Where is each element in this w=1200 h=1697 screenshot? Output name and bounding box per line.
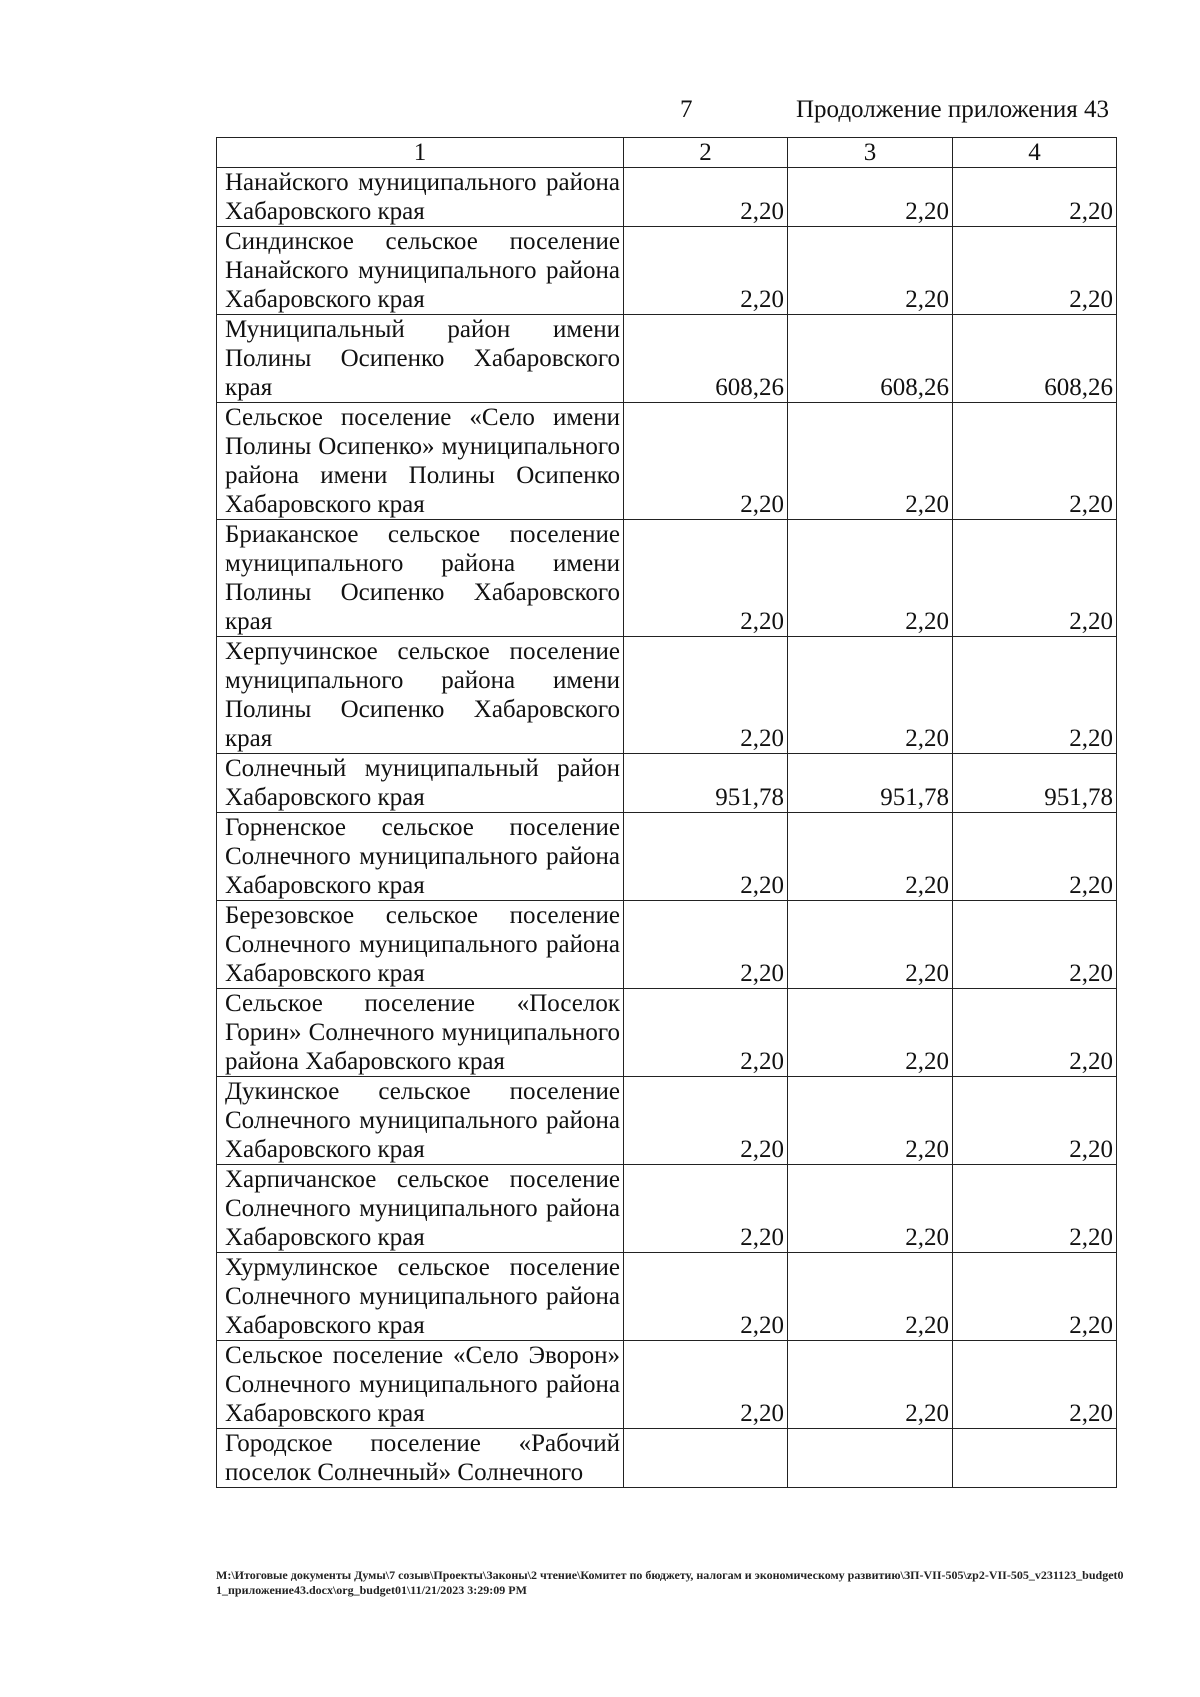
table-row: [217, 520, 1117, 637]
value-col3-cell: 2,20: [788, 813, 953, 901]
column-header-1: 1: [217, 138, 624, 168]
value-col4-cell: 2,20: [953, 901, 1117, 989]
value-col4-cell: 2,20: [953, 1253, 1117, 1341]
value-col2-cell: 2,20: [624, 168, 788, 227]
table-row: [217, 315, 1117, 403]
value-col2-cell: 2,20: [624, 1165, 788, 1253]
value-col2-cell: 2,20: [624, 989, 788, 1077]
value-col3-cell: 2,20: [788, 1253, 953, 1341]
municipality-name-cell: Хурмулинское сельское поселение Солнечного муниципального района Хабаровского края: [217, 1253, 624, 1341]
value-col4-cell: 2,20: [953, 403, 1117, 520]
table-row: [217, 1253, 1117, 1341]
value-col2-cell: [624, 1429, 788, 1488]
value-col2-cell: 608,26: [624, 315, 788, 403]
value-col3-cell: 2,20: [788, 901, 953, 989]
table-row: [217, 168, 1117, 227]
municipality-name-cell: Херпучинское сельское поселение муниципального района имени Полины Осипенко Хабаровского края: [217, 637, 624, 754]
table-row: [217, 1165, 1117, 1253]
value-col2-cell: 2,20: [624, 637, 788, 754]
value-col3-cell: 2,20: [788, 1165, 953, 1253]
value-col2-cell: 2,20: [624, 520, 788, 637]
municipality-name-cell: Дукинское сельское поселение Солнечного муниципального района Хабаровского края: [217, 1077, 624, 1165]
value-col4-cell: 2,20: [953, 637, 1117, 754]
value-col3-cell: 2,20: [788, 403, 953, 520]
column-header-4: 4: [953, 138, 1117, 168]
municipality-name-cell: Городское поселение «Рабочий поселок Солнечный» Солнечного: [217, 1429, 624, 1488]
municipality-name-cell: Сельское поселение «Село Эворон» Солнечного муниципального района Хабаровского края: [217, 1341, 624, 1429]
municipality-name-cell: Горненское сельское поселение Солнечного муниципального района Хабаровского края: [217, 813, 624, 901]
value-col3-cell: 2,20: [788, 227, 953, 315]
table-row: [217, 1077, 1117, 1165]
value-col2-cell: 2,20: [624, 901, 788, 989]
column-header-2: 2: [624, 138, 788, 168]
table-body: [217, 168, 1117, 1488]
value-col3-cell: 2,20: [788, 168, 953, 227]
continuation-heading: Продолжение приложения 43: [796, 96, 1110, 123]
table-row: [217, 813, 1117, 901]
value-col3-cell: 2,20: [788, 1077, 953, 1165]
table-row: [217, 403, 1117, 520]
table-row: [217, 227, 1117, 315]
municipality-name-cell: Сельское поселение «Село имени Полины Осипенко» муниципального района имени Полины Осипенко Хабаровского края: [217, 403, 624, 520]
value-col4-cell: 2,20: [953, 227, 1117, 315]
table-row: [217, 754, 1117, 813]
municipality-name-cell: Синдинское сельское поселение Нанайского муниципального района Хабаровского края: [217, 227, 624, 315]
value-col4-cell: [953, 1429, 1117, 1488]
value-col2-cell: 2,20: [624, 403, 788, 520]
value-col3-cell: 2,20: [788, 637, 953, 754]
value-col3-cell: 2,20: [788, 520, 953, 637]
municipality-name-cell: Бриаканское сельское поселение муниципального района имени Полины Осипенко Хабаровского края: [217, 520, 624, 637]
municipality-name-cell: Солнечный муниципальный район Хабаровского края: [217, 754, 624, 813]
value-col2-cell: 2,20: [624, 1341, 788, 1429]
value-col2-cell: 2,20: [624, 1077, 788, 1165]
value-col4-cell: 2,20: [953, 1341, 1117, 1429]
table-row: [217, 1341, 1117, 1429]
table-row: [217, 901, 1117, 989]
value-col3-cell: 951,78: [788, 754, 953, 813]
table-row: [217, 1429, 1117, 1488]
municipality-name-cell: Березовское сельское поселение Солнечного муниципального района Хабаровского края: [217, 901, 624, 989]
value-col2-cell: 2,20: [624, 813, 788, 901]
value-col2-cell: 2,20: [624, 227, 788, 315]
table-header: [217, 138, 1117, 168]
value-col4-cell: 2,20: [953, 168, 1117, 227]
value-col4-cell: 2,20: [953, 1077, 1117, 1165]
municipality-name-cell: Харпичанское сельское поселение Солнечного муниципального района Хабаровского края: [217, 1165, 624, 1253]
page-number: 7: [680, 96, 693, 123]
municipality-name-cell: Сельское поселение «Поселок Горин» Солнечного муниципального района Хабаровского края: [217, 989, 624, 1077]
footer-file-path: М:\Итоговые документы Думы\7 созыв\Проекты\Законы\2 чтение\Комитет по бюджету, налогам и экономическому развитию\ЗП-VII-505\zp2-VII-505_v231123_budget01_приложение43.docx\org_budget01\11/21/2023 3:29:09 PM: [216, 1568, 1124, 1597]
value-col4-cell: 2,20: [953, 520, 1117, 637]
table-row: [217, 989, 1117, 1077]
value-col4-cell: 2,20: [953, 989, 1117, 1077]
value-col3-cell: [788, 1429, 953, 1488]
value-col3-cell: 2,20: [788, 1341, 953, 1429]
value-col2-cell: 2,20: [624, 1253, 788, 1341]
value-col4-cell: 2,20: [953, 1165, 1117, 1253]
municipality-name-cell: Нанайского муниципального района Хабаровского края: [217, 168, 624, 227]
value-col4-cell: 951,78: [953, 754, 1117, 813]
value-col2-cell: 951,78: [624, 754, 788, 813]
value-col3-cell: 2,20: [788, 989, 953, 1077]
value-col4-cell: 2,20: [953, 813, 1117, 901]
municipality-name-cell: Муниципальный район имени Полины Осипенко Хабаровского края: [217, 315, 624, 403]
column-header-3: 3: [788, 138, 953, 168]
table-row: [217, 637, 1117, 754]
budget-table: [216, 137, 1117, 1488]
header-row: [217, 138, 1117, 168]
value-col4-cell: 608,26: [953, 315, 1117, 403]
value-col3-cell: 608,26: [788, 315, 953, 403]
